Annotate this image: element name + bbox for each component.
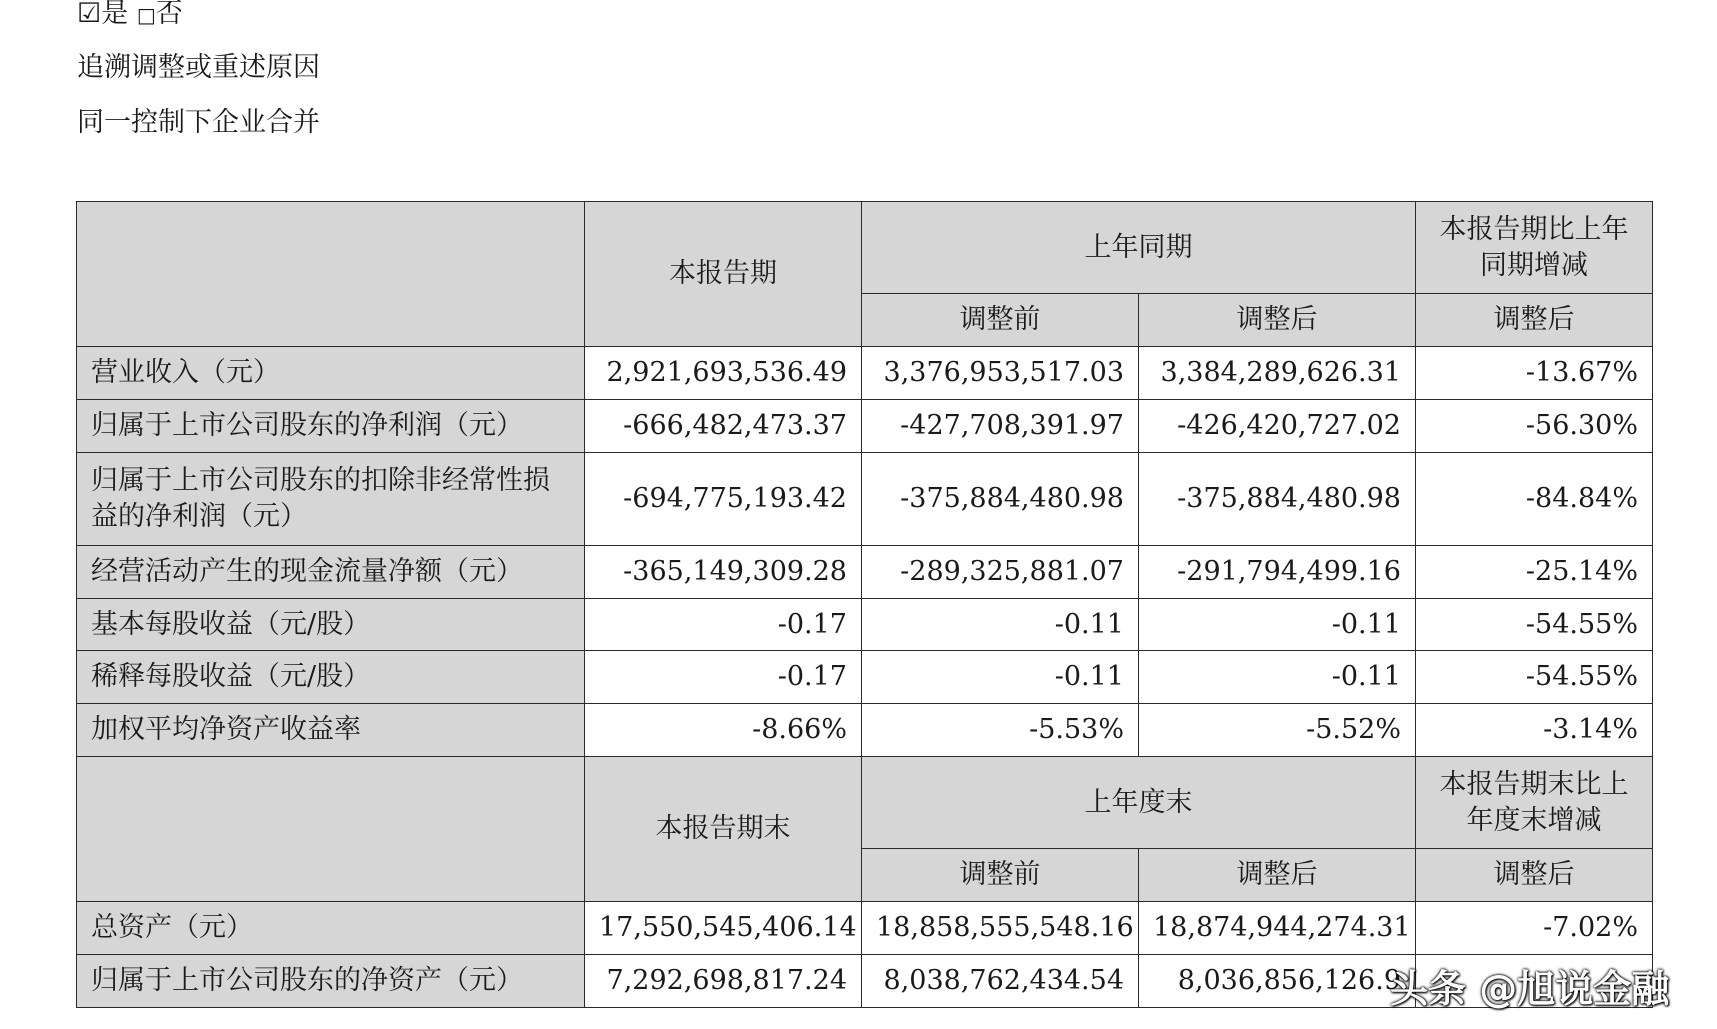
value-current: -365,149,309.28 bbox=[585, 546, 862, 599]
table-row bbox=[77, 546, 1653, 599]
value-change: -56.30% bbox=[1416, 400, 1653, 453]
col-prior-period: 上年同期 bbox=[862, 202, 1416, 294]
value-current: -0.17 bbox=[585, 599, 862, 651]
value-before: -5.53% bbox=[862, 704, 1139, 757]
row-label: 加权平均净资产收益率 bbox=[77, 704, 585, 757]
col-change-after: 调整后 bbox=[1416, 849, 1653, 902]
col-after-adjust: 调整后 bbox=[1139, 294, 1416, 347]
value-current: 17,550,545,406.14 bbox=[585, 902, 862, 955]
value-before: -427,708,391.97 bbox=[862, 400, 1139, 453]
row-label: 稀释每股收益（元/股） bbox=[77, 651, 585, 704]
table-row bbox=[77, 704, 1653, 757]
value-before: -0.11 bbox=[862, 599, 1139, 651]
row-label: 基本每股收益（元/股） bbox=[77, 599, 585, 651]
value-current: -694,775,193.42 bbox=[585, 453, 862, 546]
value-current: -8.66% bbox=[585, 704, 862, 757]
table-row bbox=[77, 902, 1653, 955]
value-before: -375,884,480.98 bbox=[862, 453, 1139, 546]
table-row bbox=[77, 599, 1653, 651]
yes-label: 是 bbox=[101, 0, 129, 29]
value-before: 18,858,555,548.16 bbox=[862, 902, 1139, 955]
table-row bbox=[77, 453, 1653, 546]
col-current-period: 本报告期 bbox=[585, 202, 862, 347]
value-current: -0.17 bbox=[585, 651, 862, 704]
value-current: 2,921,693,536.49 bbox=[585, 347, 862, 400]
value-change: -3.14% bbox=[1416, 704, 1653, 757]
reason-heading: 追溯调整或重述原因 bbox=[77, 52, 320, 83]
col-period-end: 本报告期末 bbox=[585, 757, 862, 902]
value-after: -0.11 bbox=[1139, 599, 1416, 651]
value-after: 18,874,944,274.31 bbox=[1139, 902, 1416, 955]
value-after: 8,036,856,126.9 bbox=[1139, 955, 1416, 1008]
col-change: 本报告期末比上年度末增减 bbox=[1416, 757, 1653, 849]
table-row bbox=[77, 400, 1653, 453]
watermark-logo: 头条 @旭说金融 bbox=[1390, 967, 1670, 1011]
value-change: -25.14% bbox=[1416, 546, 1653, 599]
value-change: -84.84% bbox=[1416, 453, 1653, 546]
table-row bbox=[77, 651, 1653, 704]
row-label: 归属于上市公司股东的净资产（元） bbox=[77, 955, 585, 1008]
col-before-adjust: 调整前 bbox=[862, 294, 1139, 347]
value-after: 3,384,289,626.31 bbox=[1139, 347, 1416, 400]
value-current: 7,292,698,817.24 bbox=[585, 955, 862, 1008]
value-before: -289,325,881.07 bbox=[862, 546, 1139, 599]
row-label: 归属于上市公司股东的净利润（元） bbox=[77, 400, 585, 453]
table1-header-row-1 bbox=[77, 202, 1653, 294]
value-change: -54.55% bbox=[1416, 599, 1653, 651]
table-row bbox=[77, 347, 1653, 400]
value-after: -5.52% bbox=[1139, 704, 1416, 757]
value-change: -13.67% bbox=[1416, 347, 1653, 400]
row-label: 总资产（元） bbox=[77, 902, 585, 955]
value-change: -54.55% bbox=[1416, 651, 1653, 704]
col-prior-year-end: 上年度末 bbox=[862, 757, 1416, 849]
col-before-adjust: 调整前 bbox=[862, 849, 1139, 902]
no-label: 否 bbox=[155, 0, 183, 29]
table2-header-row-1 bbox=[77, 757, 1653, 849]
col-change: 本报告期比上年同期增减 bbox=[1416, 202, 1653, 294]
value-change: -7.02% bbox=[1416, 902, 1653, 955]
value-before: -0.11 bbox=[862, 651, 1139, 704]
col-change-after: 调整后 bbox=[1416, 294, 1653, 347]
row-label: 归属于上市公司股东的扣除非经常性损益的净利润（元） bbox=[77, 453, 585, 546]
blank-header-cell bbox=[77, 757, 585, 902]
value-after: -375,884,480.98 bbox=[1139, 453, 1416, 546]
value-after: -426,420,727.02 bbox=[1139, 400, 1416, 453]
value-before: 3,376,953,517.03 bbox=[862, 347, 1139, 400]
checked-box-icon: ☑ bbox=[77, 0, 102, 29]
row-label: 营业收入（元） bbox=[77, 347, 585, 400]
value-before: 8,038,762,434.54 bbox=[862, 955, 1139, 1008]
unchecked-box-icon: □ bbox=[136, 3, 156, 27]
value-current: -666,482,473.37 bbox=[585, 400, 862, 453]
value-after: -0.11 bbox=[1139, 651, 1416, 704]
value-after: -291,794,499.16 bbox=[1139, 546, 1416, 599]
financial-data-table bbox=[76, 201, 1653, 1008]
col-after-adjust: 调整后 bbox=[1139, 849, 1416, 902]
restatement-options bbox=[77, 0, 183, 33]
row-label: 经营活动产生的现金流量净额（元） bbox=[77, 546, 585, 599]
blank-header-cell bbox=[77, 202, 585, 347]
reason-text: 同一控制下企业合并 bbox=[77, 107, 320, 138]
